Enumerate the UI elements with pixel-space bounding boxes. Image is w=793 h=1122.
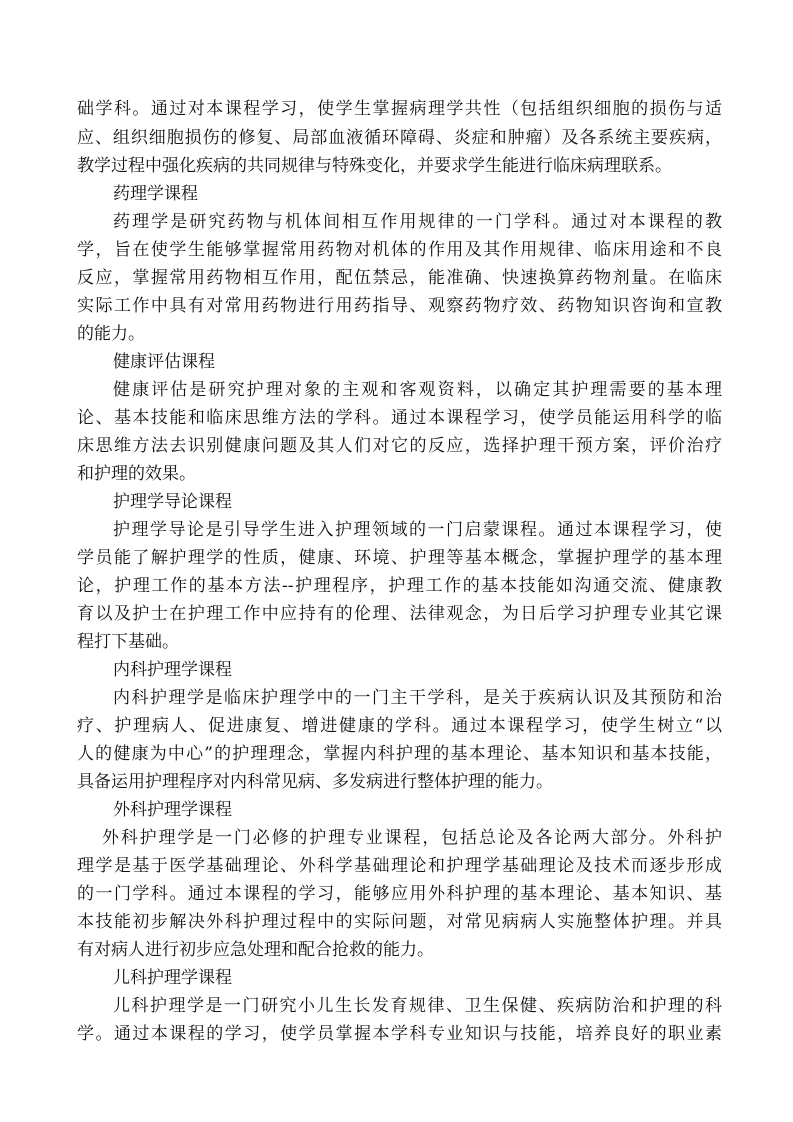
- text-line: 的一门学科。通过本课程的学习，能够应用外科护理的基本理论、基本知识、基: [77, 884, 722, 904]
- text-line: 的能力。: [77, 324, 145, 344]
- text-line: 床思维方法去识别健康问题及其人们对它的反应，选择护理干预方案，评价治疗: [77, 436, 722, 456]
- text-line: 育以及护士在护理工作中应持有的伦理、法律观念，为日后学习护理专业其它课: [77, 604, 722, 624]
- text-line: 应、组织细胞损伤的修复、局部血液循环障碍、炎症和肿瘤）及各系统主要疾病，: [77, 128, 722, 148]
- text-line: 论，护理工作的基本方法--护理程序，护理工作的基本技能如沟通交流、健康教: [77, 576, 722, 596]
- text-line: 学员能了解护理学的性质，健康、环境、护理等基本概念，掌握护理学的基本理: [77, 548, 722, 568]
- text-line: 理学是基于医学基础理论、外科学基础理论和护理学基础理论及技术而逐步形成: [77, 856, 722, 876]
- section-heading-health-assessment: 健康评估课程: [113, 352, 215, 372]
- text-line: 健康评估是研究护理对象的主观和客观资料，以确定其护理需要的基本理: [113, 380, 722, 400]
- section-heading-pharmacology: 药理学课程: [113, 184, 198, 204]
- text-line: 护理学导论是引导学生进入护理领域的一门启蒙课程。通过本课程学习，使: [113, 520, 722, 540]
- text-line: 学。通过本课程的学习，使学员掌握本学科专业知识与技能，培养良好的职业素: [77, 1024, 722, 1044]
- text-line: 反应，掌握常用药物相互作用，配伍禁忌，能准确、快速换算药物剂量。在临床: [77, 268, 722, 288]
- text-line: 程打下基础。: [77, 632, 179, 652]
- text-line: 本技能初步解决外科护理过程中的实际问题，对常见病病人实施整体护理。并具: [77, 912, 722, 932]
- text-line: 学，旨在使学生能够掌握常用药物对机体的作用及其作用规律、临床用途和不良: [77, 240, 722, 260]
- text-line: 础学科。通过对本课程学习，使学生掌握病理学共性（包括组织细胞的损伤与适: [77, 99, 722, 119]
- section-heading-nursing-intro: 护理学导论课程: [113, 492, 232, 512]
- text-line: 教学过程中强化疾病的共同规律与特殊变化，并要求学生能进行临床病理联系。: [77, 156, 672, 176]
- section-heading-pediatric-nursing: 儿科护理学课程: [113, 968, 232, 988]
- text-line: 内科护理学是临床护理学中的一门主干学科，是关于疾病认识及其预防和治: [113, 688, 722, 708]
- text-line: 药理学是研究药物与机体间相互作用规律的一门学科。通过对本课程的教: [113, 212, 722, 232]
- text-line: 实际工作中具有对常用药物进行用药指导、观察药物疗效、药物知识咨询和宣教: [77, 296, 722, 316]
- section-heading-internal-nursing: 内科护理学课程: [113, 660, 232, 680]
- text-line: 有对病人进行初步应急处理和配合抢救的能力。: [77, 940, 434, 960]
- text-line: 外科护理学是一门必修的护理专业课程，包括总论及各论两大部分。外科护: [102, 828, 722, 848]
- text-line: 具备运用护理程序对内科常见病、多发病进行整体护理的能力。: [77, 772, 553, 792]
- text-line: 论、基本技能和临床思维方法的学科。通过本课程学习，使学员能运用科学的临: [77, 408, 722, 428]
- text-line: 疗、护理病人、促进康复、增进健康的学科。通过本课程学习，使学生树立“以: [77, 716, 722, 736]
- text-line: 儿科护理学是一门研究小儿生长发育规律、卫生保健、疾病防治和护理的科: [113, 996, 722, 1016]
- text-line: 人的健康为中心”的护理理念，掌握内科护理的基本理论、基本知识和基本技能，: [77, 744, 722, 764]
- section-heading-surgical-nursing: 外科护理学课程: [113, 800, 232, 820]
- text-line: 和护理的效果。: [77, 464, 196, 484]
